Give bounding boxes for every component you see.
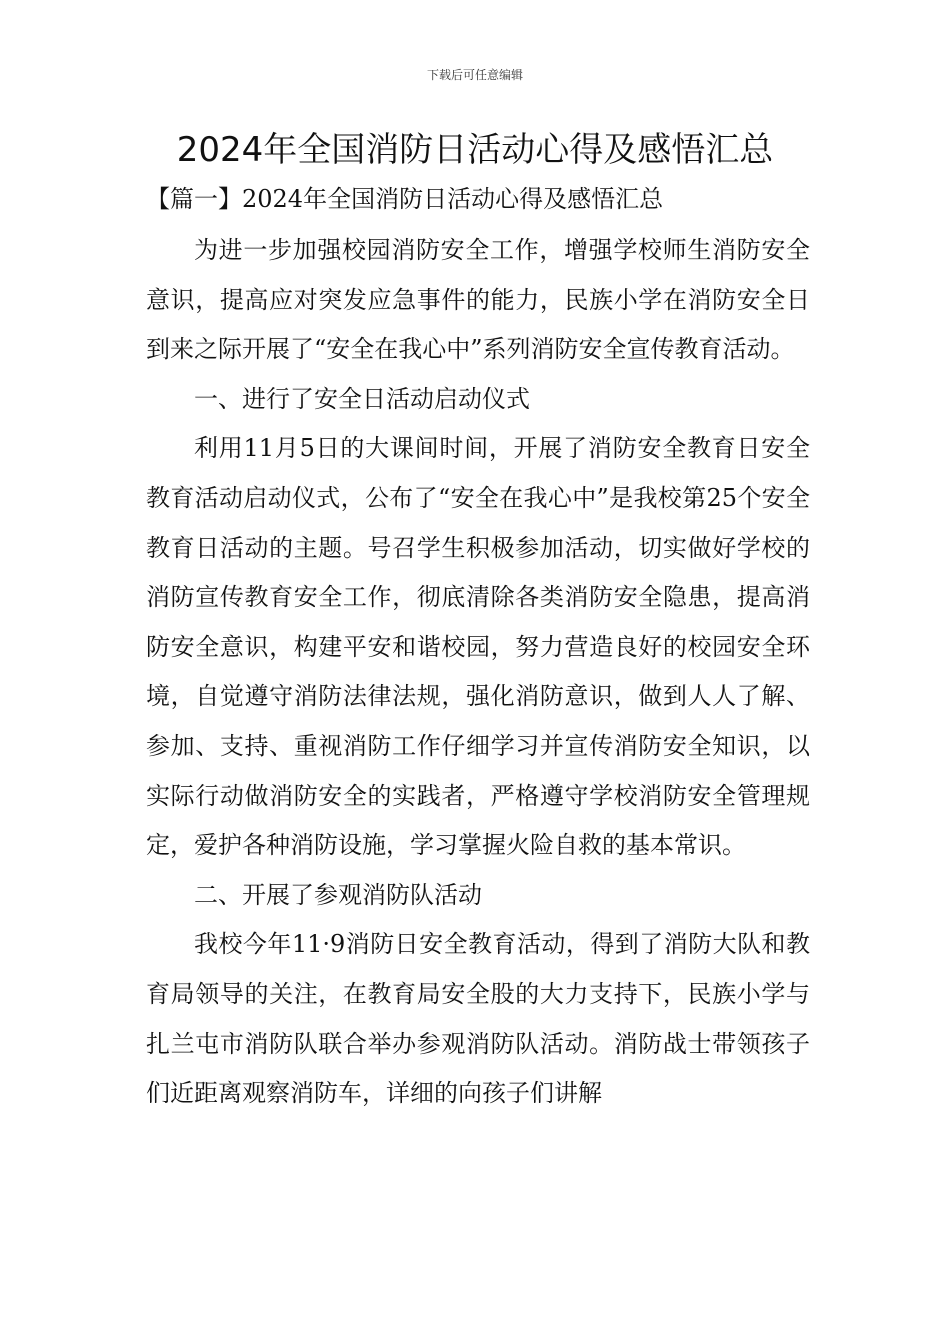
paragraph-launch-ceremony: 利用11月5日的大课间时间，开展了消防安全教育日安全教育活动启动仪式，公布了“安全在我心中”是我校第25个安全教育日活动的主题。号召学生积极参加活动，切实做好学校的消防宣传教育安全工作，彻底清除各类消防安全隐患，提高消防安全意识，构建平安和谐校园，努力营造良好的校园安全环境，自觉遵守消防法律法规，强化消防意识，做到人人了解、参加、支持、重视消防工作仔细学习并宣传消防安全知识，以实际行动做消防安全的实践者，严格遵守学校消防安全管理规定，爱护各种消防设施，学习掌握火险自救的基本常识。 [146, 434, 810, 860]
subheading-launch-ceremony: 一、进行了安全日活动启动仪式 [194, 384, 530, 413]
section-heading: 【篇一】2024年全国消防日活动心得及感悟汇总 [146, 185, 664, 213]
paragraph-intro: 为进一步加强校园消防安全工作，增强学校师生消防安全意识，提高应对突发应急事件的能力，民族小学在消防安全日到来之际开展了“安全在我心中”系列消防安全宣传教育活动。 [146, 236, 810, 364]
header-note: 下载后可任意编辑 [426, 68, 523, 82]
subheading-fire-station-visit: 二、开展了参观消防队活动 [194, 880, 482, 909]
document-body [146, 226, 810, 1119]
document-title: 2024年全国消防日活动心得及感悟汇总 [176, 130, 774, 170]
paragraph-fire-station-visit: 我校今年11·9消防日安全教育活动，得到了消防大队和教育局领导的关注，在教育局安全股的大力支持下，民族小学与扎兰屯市消防队联合举办参观消防队活动。消防战士带领孩子们近距离观察消防车，详细的向孩子们讲解 [146, 930, 810, 1108]
